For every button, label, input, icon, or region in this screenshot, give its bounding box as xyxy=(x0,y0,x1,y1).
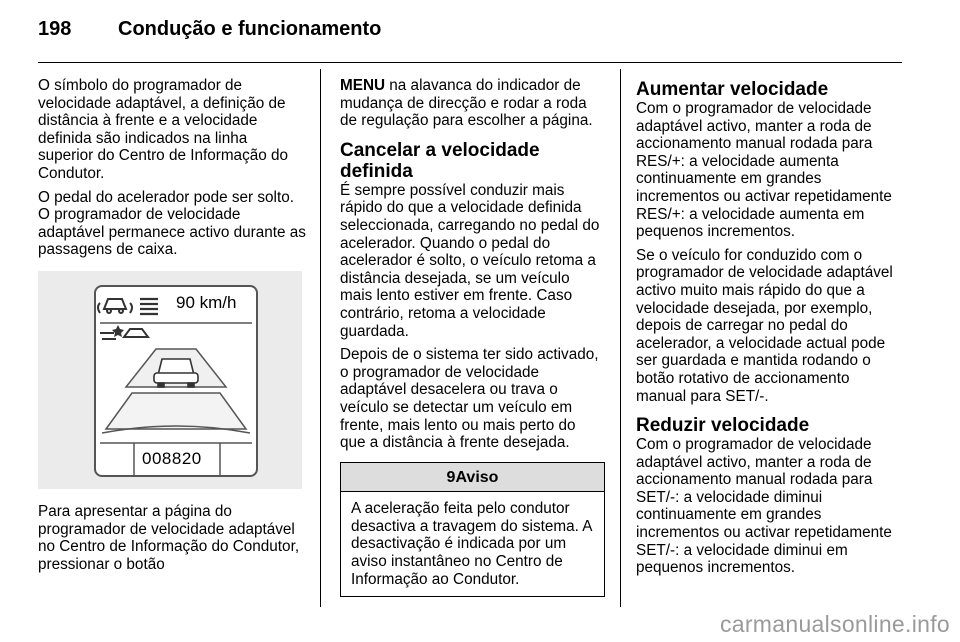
paragraph: MENU na alavanca do indicador de mudança de direcção e rodar a roda de regulação para escolher a página. xyxy=(340,77,593,130)
menu-button-label: MENU xyxy=(340,77,386,94)
section-heading-cancel: Cancelar a velocidade definida xyxy=(340,139,540,182)
column-2 xyxy=(340,77,605,597)
driver-info-display-figure xyxy=(38,271,302,489)
odometer-value: 008820 xyxy=(142,448,202,468)
paragraph: Para apresentar a página do programador de velocidade adaptável no Centro de Informação do Condutor, pressionar o botão xyxy=(38,502,300,573)
paragraph: Com o programador de velocidade adaptável activo, manter a roda de accionamento manual rodada para SET/-: a velocidade diminui continuamente em grandes incrementos ou activar repetidamente SET/-: a velocidade diminui em pequenos incrementos. xyxy=(636,436,892,577)
column-divider xyxy=(620,69,621,607)
paragraph: Com o programador de velocidade adaptável activo, manter a roda de accionamento manual rodada para RES/+: a velocidade aumenta continuamente em grandes incrementos ou activar repetidamente RES/+: a velocidade aumenta em pequenos incrementos. xyxy=(636,100,892,241)
acc-car-symbol-icon xyxy=(100,325,148,339)
warning-box xyxy=(340,462,605,598)
warning-body xyxy=(341,492,604,596)
paragraph: É sempre possível conduzir mais rápido do que a velocidade definida seleccionada, carregando no pedal do acelerador. Quando o pedal do acelerador é solto, o veículo retoma a distância desejada, se um veículo mais lento estiver em frente. Caso contrário, retoma a velocidade guardada. xyxy=(340,181,600,340)
warning-header xyxy=(341,463,604,493)
acc-display-graphic xyxy=(96,287,256,475)
paragraph: O símbolo do programador de velocidade adaptável, a definição de distância à frente e a velocidade definida são indicados na linha superior do Centro de Informação do Condutor. xyxy=(38,77,288,182)
set-speed-value: 90 km/h xyxy=(176,292,237,312)
driver-info-display xyxy=(94,285,258,477)
chapter-title: Condução e funcionamento xyxy=(118,18,382,40)
header-rule xyxy=(38,62,902,63)
paragraph: Depois de o sistema ter sido activado, o programador de velocidade adaptável desacelera ou trava o veículo se detectar um veículo em frente, mais lento ou mais perto do que a distância à frente desejada. xyxy=(340,346,599,452)
column-1 xyxy=(38,77,306,579)
page-number: 198 xyxy=(38,18,72,40)
column-divider xyxy=(320,69,321,607)
page-header xyxy=(38,18,381,41)
warning-text: A aceleração feita pelo condutor desactiva a travagem do sistema. A desactivação é indicada por um aviso instantâneo no Centro de Informação ao Condutor. xyxy=(351,500,592,588)
section-heading-reduce: Reduzir velocidade xyxy=(636,415,810,437)
lead-vehicle-icon xyxy=(154,359,198,387)
watermark: carmanualsonline.info xyxy=(719,611,950,637)
paragraph: Se o veículo for conduzido com o programador de velocidade adaptável activo muito mais rápido do que a velocidade desejada, por exemplo, depois de carregar no pedal do acelerador, a velocidade actual pode ser guardada e mantida rodando o botão rotativo de accionamento manual para SET/-. xyxy=(636,246,893,405)
column-3 xyxy=(636,77,902,583)
section-heading-increase: Aumentar velocidade xyxy=(636,79,829,100)
paragraph: O pedal do acelerador pode ser solto. O programador de velocidade adaptável permanece activo durante as passagens de caixa. xyxy=(38,188,306,259)
warning-title: Aviso xyxy=(455,468,499,486)
warning-icon: 9 xyxy=(446,468,456,486)
distance-setting-icon xyxy=(140,299,158,314)
acc-status-icon xyxy=(98,299,132,313)
